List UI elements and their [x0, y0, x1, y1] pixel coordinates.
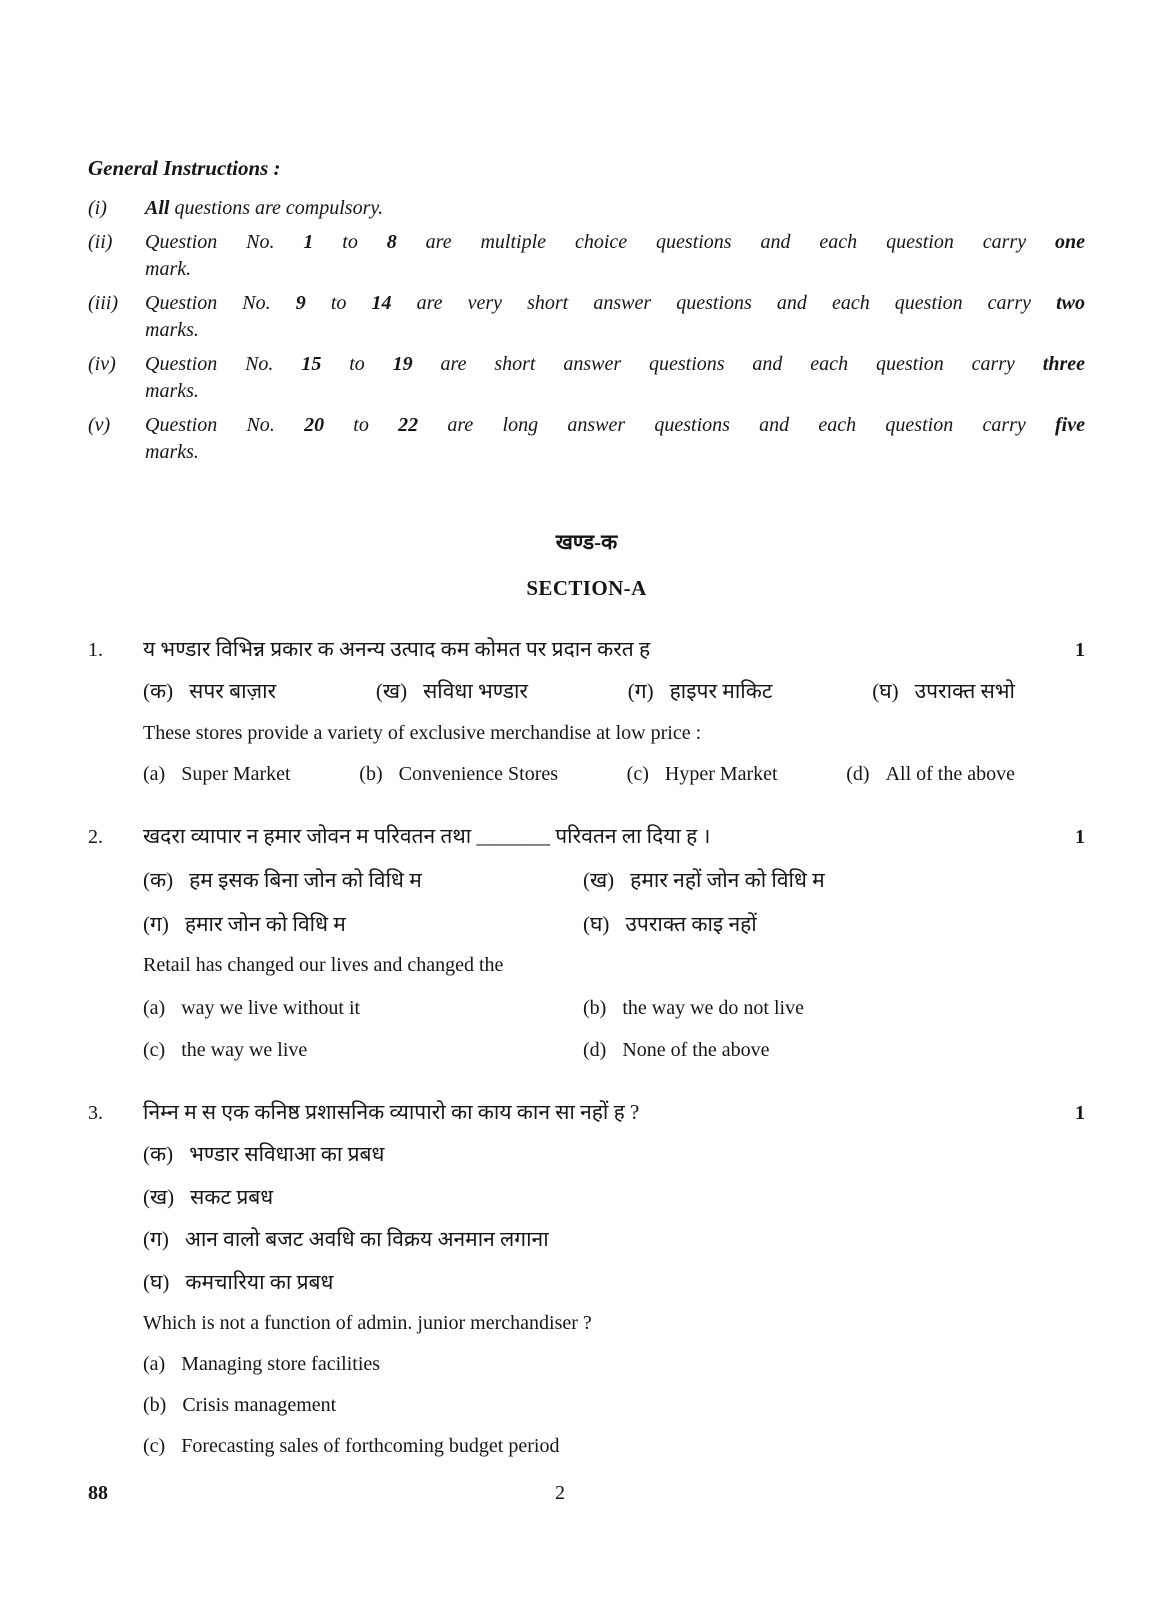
option [583, 910, 1085, 939]
option-text: उपराक्त सभो [914, 679, 1015, 704]
question-statement-row [88, 1098, 1085, 1127]
section-title-hindi: खण्ड-क [555, 530, 618, 554]
option [583, 866, 1085, 895]
option [143, 1432, 1085, 1460]
footer-page-number: 2 [555, 1482, 565, 1504]
option-label: (d) [846, 762, 870, 785]
option-text: सकट प्रबध [190, 1184, 274, 1209]
instruction-text [145, 290, 1085, 344]
option [628, 677, 773, 706]
option-label: (घ) [583, 911, 610, 936]
option-label: (क) [143, 679, 174, 704]
option-label: (ग) [143, 911, 169, 936]
question-3 [88, 1098, 1085, 1460]
option-text: the way we live [181, 1038, 308, 1061]
option-text: हाइपर माकिट [669, 679, 773, 704]
option [143, 1391, 1085, 1419]
instruction-segment: to [321, 353, 393, 375]
instruction-item-v [88, 412, 1085, 466]
question-number: 2. [88, 825, 103, 848]
instruction-text [145, 229, 1085, 283]
instruction-item-ii [88, 229, 1085, 283]
option [143, 1036, 583, 1064]
option-text: Crisis management [182, 1393, 337, 1416]
instruction-segment-bold: 14 [371, 292, 392, 314]
instruction-segment: questions are compulsory. [169, 197, 384, 219]
instruction-text [145, 351, 1085, 405]
option-text: हम इसक बिना जोन को विधि म [189, 868, 422, 893]
option-label: (घ) [143, 1269, 170, 1294]
option-text: हमार नहों जोन को विधि म [630, 868, 825, 893]
instruction-segment: Question No. [145, 231, 304, 253]
instruction-segment: are long answer questions and each question carry [418, 414, 1056, 436]
question-hindi-text: खदरा व्यापार न हमार जोवन म परिवतन तथा _______ परिवतन ला दिया ह । [143, 823, 711, 848]
option-label: (क) [143, 868, 174, 893]
question-marks: 1 [1075, 639, 1085, 661]
instruction-segment: Question No. [145, 414, 305, 436]
option-label: (ग) [627, 679, 654, 704]
instruction-segment-bold: two [1056, 292, 1085, 314]
instruction-segment-bold: 20 [304, 414, 325, 436]
option [872, 677, 1015, 706]
instruction-label: (iii) [88, 292, 118, 314]
option [143, 1140, 1085, 1169]
instruction-line [145, 412, 1085, 439]
question-marks: 1 [1075, 1101, 1085, 1124]
instruction-segment: Question No. [145, 292, 296, 314]
english-options-grid [143, 994, 1085, 1064]
instruction-item-iii [88, 290, 1085, 344]
option-text: Super Market [181, 762, 291, 785]
instruction-line [145, 195, 1085, 222]
option-label: (c) [143, 1434, 166, 1457]
question-hindi-text: निम्न म स एक कनिष्ठ प्रशासनिक व्यापारो का काय कान सा नहों ह ? [143, 1099, 640, 1124]
option-label: (क) [143, 1142, 174, 1167]
instruction-segment-bold: 19 [392, 353, 413, 375]
question-english-text: Which is not a function of admin. junior merchandiser ? [143, 1311, 592, 1334]
option-text: हमार जोन को विधि म [184, 911, 346, 936]
option-label: (घ) [872, 679, 899, 704]
option-label: (a) [143, 1352, 166, 1375]
instruction-line-tail: marks. [145, 319, 199, 341]
section-title-english: SECTION-A [526, 576, 647, 600]
option-text: Hyper Market [664, 762, 778, 785]
option-text: सपर बाज़ार [189, 679, 277, 704]
instruction-label: (ii) [88, 231, 113, 253]
instruction-segment-bold: 1 [303, 231, 314, 253]
instruction-segment-bold: All [145, 197, 170, 219]
option [143, 866, 583, 895]
option-label: (d) [583, 1038, 607, 1061]
instruction-segment: to [324, 414, 399, 436]
question-body [143, 677, 1085, 787]
question-hindi-text: य भण्डार विभिन्न प्रकार क अनन्य उत्पाद कम कोमत पर प्रदान करत ह [143, 637, 651, 661]
option-label: (a) [143, 762, 166, 785]
option [143, 1225, 1085, 1254]
english-options-row [143, 760, 1085, 788]
instruction-segment: to [313, 231, 387, 253]
hindi-options-grid [143, 866, 1085, 939]
option-text: Managing store facilities [181, 1352, 381, 1375]
option-text: None of the above [622, 1038, 770, 1061]
instruction-segment-bold: one [1055, 231, 1085, 253]
instruction-text [145, 195, 1085, 222]
option [583, 994, 1085, 1022]
option-text: कमचारिया का प्रबध [185, 1269, 334, 1294]
option-text: way we live without it [181, 996, 361, 1019]
option [846, 760, 1015, 788]
option-label: (c) [626, 762, 649, 785]
instruction-item-iv [88, 351, 1085, 405]
option [143, 994, 583, 1022]
option [143, 677, 276, 706]
question-english-text: Retail has changed our lives and changed the [143, 953, 504, 976]
option-text: आन वालो बजट अवधि का विक्रय अनमान लगाना [184, 1227, 549, 1252]
option [143, 1350, 1085, 1378]
hindi-options-row [143, 677, 1085, 706]
option-label: (b) [583, 996, 607, 1019]
instruction-segment: to [305, 292, 372, 314]
question-statement-row [88, 635, 1085, 664]
instruction-segment-bold: 8 [386, 231, 397, 253]
option-text: उपराक्त काइ नहों [625, 911, 757, 936]
question-body [143, 866, 1085, 1064]
question-body [143, 1140, 1085, 1460]
option-label: (ख) [143, 1184, 175, 1209]
instruction-label: (v) [88, 414, 111, 436]
instruction-line [145, 351, 1085, 378]
instruction-segment-bold: 22 [398, 414, 419, 436]
option [143, 1268, 1085, 1297]
option-label: (b) [359, 762, 383, 785]
general-instructions-heading: General Instructions : [88, 156, 281, 180]
option-text: Forecasting sales of forthcoming budget period [181, 1434, 560, 1457]
hindi-options-list [143, 1140, 1085, 1297]
question-2 [88, 822, 1085, 1064]
instruction-label: (iv) [88, 353, 116, 375]
instruction-segment-bold: three [1042, 353, 1086, 375]
option [359, 760, 558, 788]
option [143, 760, 291, 788]
option-label: (ख) [583, 868, 615, 893]
option-text: भण्डार सविधाआ का प्रबध [189, 1142, 385, 1167]
question-marks: 1 [1075, 825, 1085, 848]
instruction-line-tail: marks. [145, 441, 199, 463]
option [627, 760, 778, 788]
english-options-list [143, 1350, 1085, 1460]
instruction-label: (i) [88, 197, 107, 219]
option-label: (c) [143, 1038, 166, 1061]
option [143, 1183, 1085, 1212]
instruction-line [145, 229, 1085, 256]
question-1 [88, 635, 1085, 788]
question-statement-row [88, 822, 1085, 851]
instruction-line-tail: marks. [145, 380, 199, 402]
option-label: (b) [143, 1393, 167, 1416]
option [143, 910, 583, 939]
question-number: 1. [88, 639, 103, 661]
option-label: (ग) [143, 1227, 169, 1252]
instruction-line [145, 290, 1085, 317]
option-text: All of the above [885, 762, 1015, 785]
instruction-segment: are very short answer questions and each question carry [391, 292, 1057, 314]
instruction-segment: are multiple choice questions and each question carry [396, 231, 1055, 253]
option-text: Convenience Stores [398, 762, 559, 785]
instruction-segment: Question No. [145, 353, 302, 375]
instruction-item-i [88, 195, 1085, 222]
instruction-segment-bold: five [1055, 414, 1085, 436]
instruction-line-tail: mark. [145, 258, 192, 280]
option [376, 677, 528, 706]
instruction-segment-bold: 15 [301, 353, 322, 375]
instruction-text [145, 412, 1085, 466]
option-text: सविधा भण्डार [423, 679, 529, 704]
instruction-segment: are short answer questions and each question carry [412, 353, 1043, 375]
question-english-text: These stores provide a variety of exclusive merchandise at low price : [143, 721, 702, 744]
instruction-segment-bold: 9 [295, 292, 306, 314]
question-number: 3. [88, 1101, 103, 1124]
option-text: the way we do not live [622, 996, 804, 1019]
option-label: (a) [143, 996, 166, 1019]
option-label: (ख) [375, 679, 408, 704]
option [583, 1036, 1085, 1064]
footer-paper-code: 88 [88, 1482, 108, 1504]
